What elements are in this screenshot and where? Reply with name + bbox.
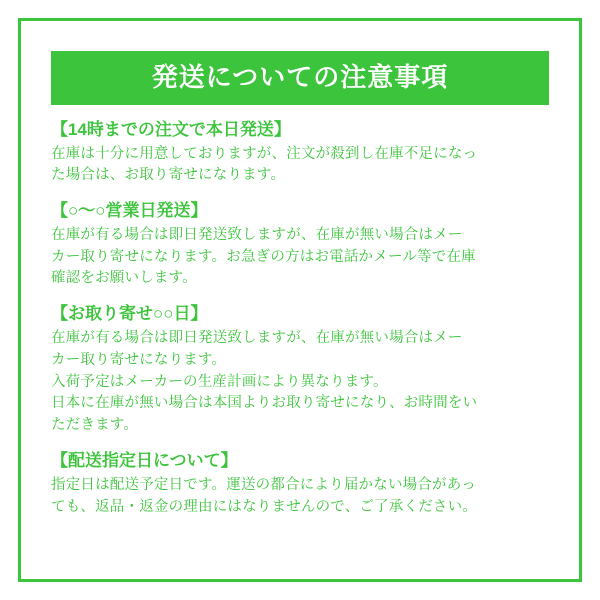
body-line: 在庫が有る場合は即日発送致しますが、在庫が無い場合はメー [51,330,463,347]
notice-section-1 [51,119,549,187]
section-heading: 【○〜○営業日発送】 [51,201,208,221]
section-heading: 【配送指定日について】 [51,450,238,470]
body-line: 入荷予定はメーカーの生産計画により異なります。 [51,373,388,390]
notice-section-3 [51,303,549,437]
body-line: ても、返品・返金の理由にはなりませんので、ご了承ください。 [51,498,478,515]
section-body [51,144,549,188]
section-heading: 【お取り寄せ○○日】 [51,304,208,324]
body-line: カー取り寄せになります。お急ぎの方はお電話かメール等で在庫 [51,248,476,265]
notice-frame [18,18,582,582]
notice-section-4 [51,450,549,518]
notice-section-2 [51,200,549,290]
body-line: 在庫は十分に用意しておりますが、注文が殺到し在庫不足になっ [51,145,478,162]
body-line: カー取り寄せになります。 [51,351,227,368]
page-title: 発送についての注意事項 [51,51,549,105]
body-line: た場合は、お取り寄せになります。 [51,167,286,184]
section-body [51,328,549,437]
body-line: 在庫が有る場合は即日発送致しますが、在庫が無い場合はメー [51,226,463,243]
body-line: ただきます。 [51,417,139,434]
section-body [51,475,549,519]
section-body [51,225,549,290]
body-line: 日本に在庫が無い場合は本国よりお取り寄せになり、お時間をい [51,395,478,412]
body-line: 指定日は配送予定日です。運送の都合により届かない場合があっ [51,476,476,493]
section-heading: 【14時までの注文で本日発送】 [51,119,291,139]
body-line: 確認をお願いします。 [51,270,197,287]
